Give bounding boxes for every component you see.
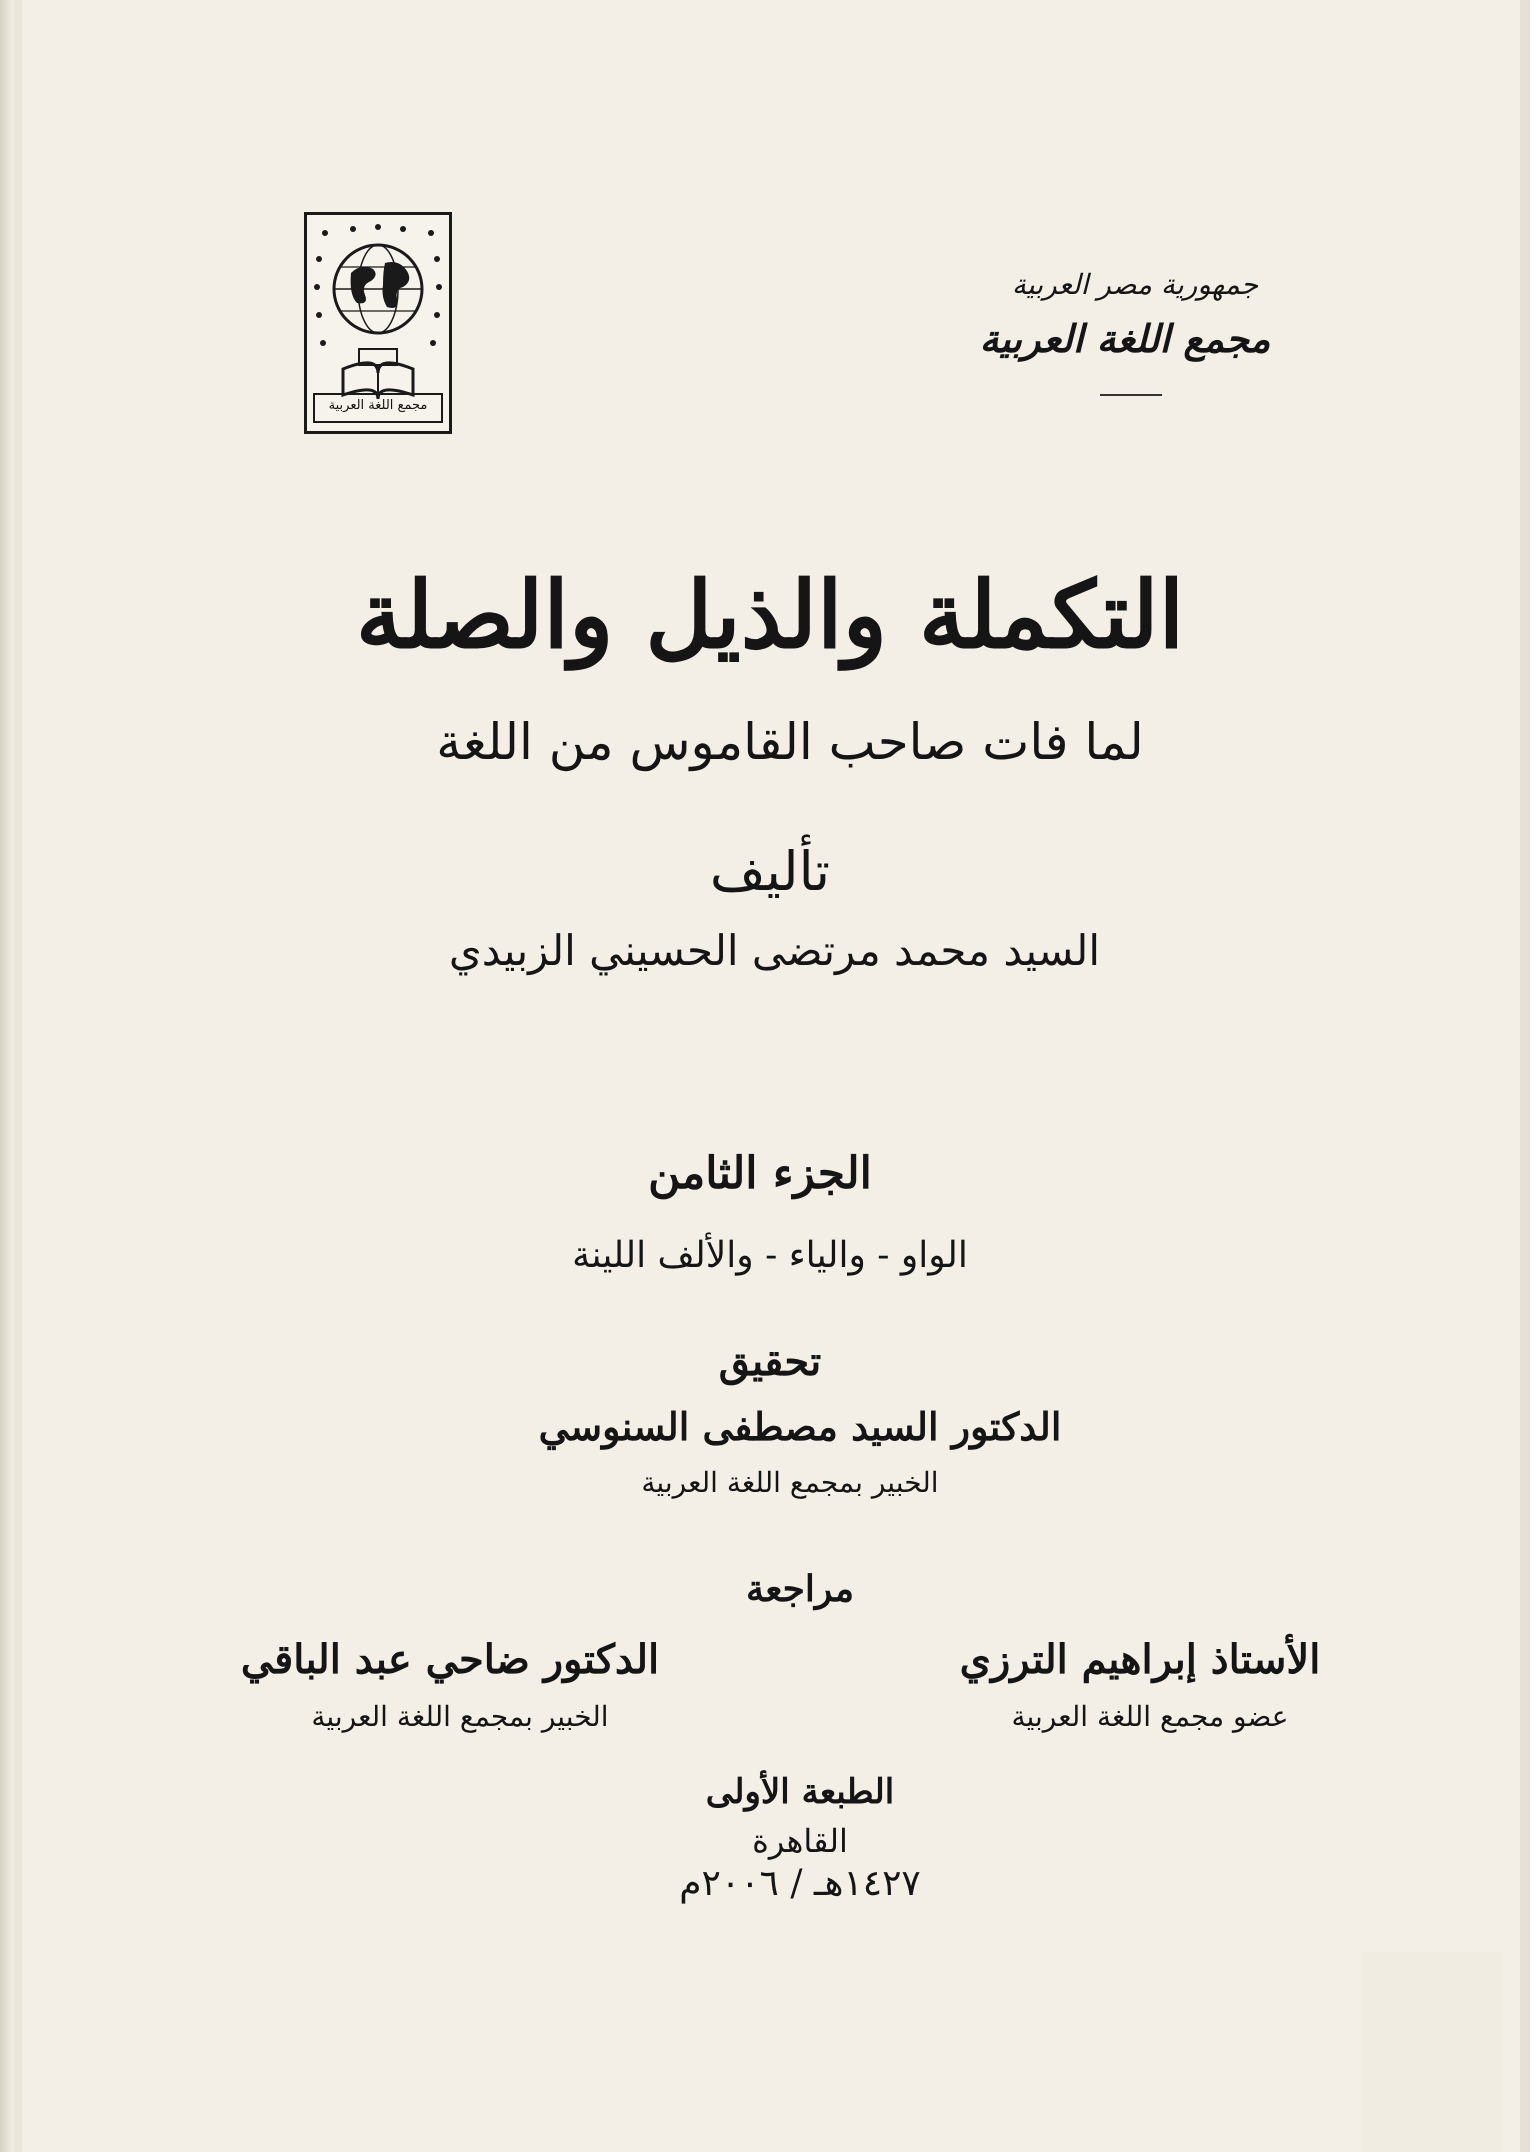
book-subtitle: لما فات صاحب القاموس من اللغة: [436, 713, 1144, 771]
paper-patch: [1362, 1952, 1502, 2152]
reviewer-name: الأستاذ إبراهيم الترزي: [959, 1636, 1321, 1683]
authorship-label: تأليف: [709, 840, 831, 903]
reviewer-role: عضو مجمع اللغة العربية: [1011, 1700, 1289, 1733]
edition-city: القاهرة: [752, 1822, 848, 1860]
author-name: السيد محمد مرتضى الحسيني الزبيدي: [448, 926, 1100, 975]
academy-emblem: [304, 212, 452, 434]
publisher-country: جمهورية مصر العربية: [1011, 268, 1259, 301]
editor-name: الدكتور السيد مصطفى السنوسي: [538, 1404, 1062, 1449]
editing-label: تحقيق: [718, 1338, 822, 1385]
emblem-caption: مجمع اللغة العربية: [313, 393, 443, 423]
editor-role: الخبير بمجمع اللغة العربية: [641, 1466, 939, 1499]
reviewer-name: الدكتور ضاحي عبد الباقي: [240, 1636, 660, 1683]
publisher-academy: مجمع اللغة العربية: [979, 316, 1271, 361]
volume-part: الجزء الثامن: [648, 1148, 872, 1199]
reviewer-role: الخبير بمجمع اللغة العربية: [311, 1700, 609, 1733]
divider: [1100, 394, 1162, 396]
edition-label: الطبعة الأولى: [705, 1772, 895, 1812]
edition-date: ١٤٢٧هـ / ٢٠٠٦م: [679, 1863, 921, 1904]
review-label: مراجعة: [745, 1568, 855, 1610]
cover-edge-shadow: [14, 0, 22, 2152]
cover-right-edge: [1520, 0, 1530, 2152]
volume-contents: الواو - والياء - والألف اللينة: [572, 1235, 968, 1276]
book-title: التكملة والذيل والصلة: [355, 561, 1185, 669]
